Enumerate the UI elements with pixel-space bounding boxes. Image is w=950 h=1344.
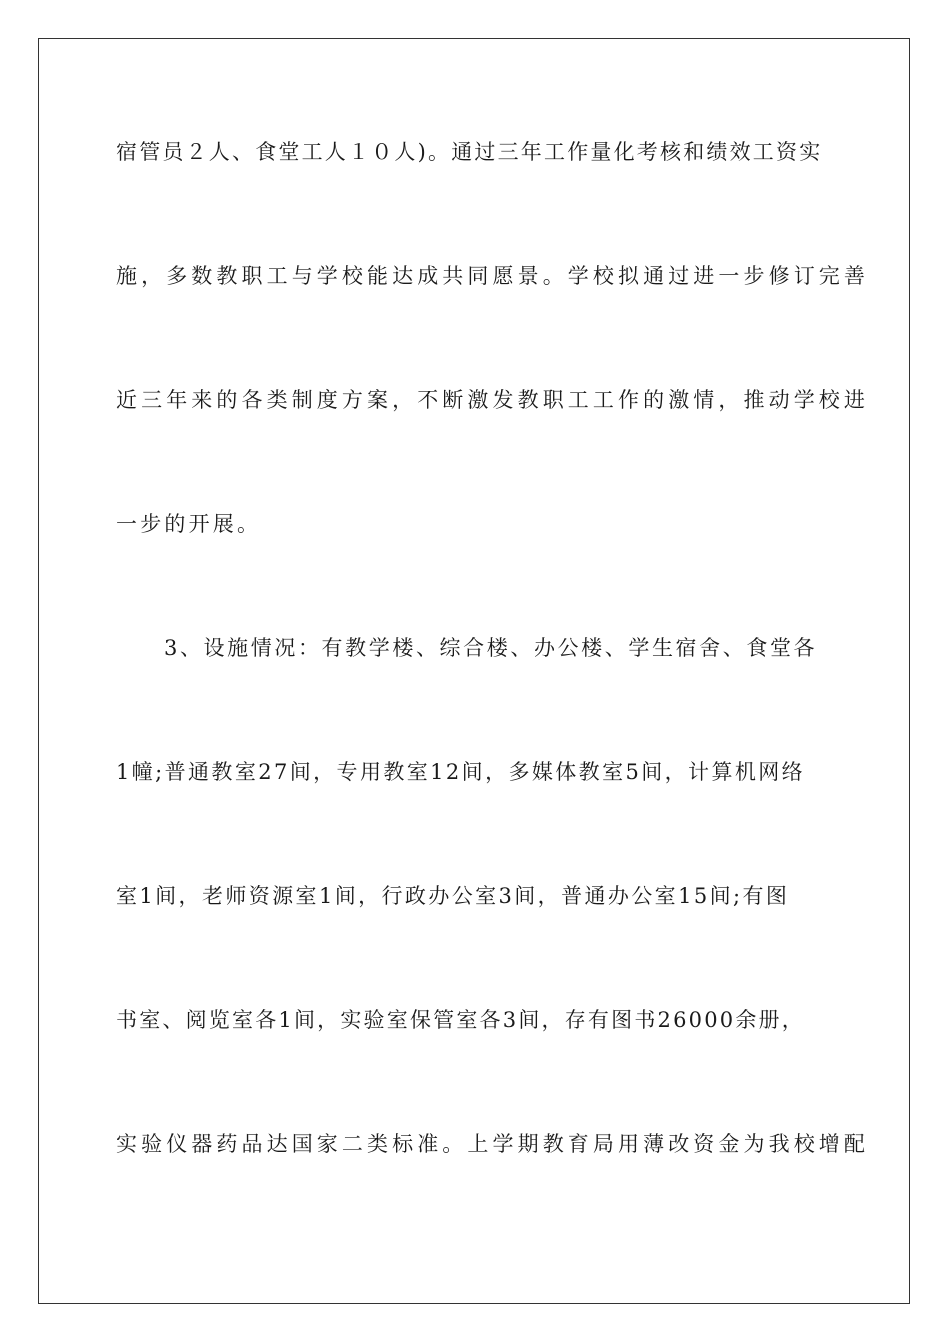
paragraph-start-line: 3、设施情况：有教学楼、综合楼、办公楼、学生宿舍、食堂各 <box>164 636 818 660</box>
text-line: 1幢;普通教室27间，专用教室12间，多媒体教室5间，计算机网络 <box>116 760 806 784</box>
text-line: 施，多数教职工与学校能达成共同愿景。学校拟通过进一步修订完善 <box>116 264 869 288</box>
text-line: 近三年来的各类制度方案，不断激发教职工工作的激情，推动学校进 <box>116 388 869 412</box>
text-line: 宿管员２人、食堂工人１０人)。通过三年工作量化考核和绩效工资实 <box>116 140 823 164</box>
text-line: 室1间，老师资源室1间，行政办公室3间，普通办公室15间;有图 <box>116 884 790 908</box>
text-line: 实验仪器药品达国家二类标准。上学期教育局用薄改资金为我校增配 <box>116 1132 869 1156</box>
text-line: 一步的开展。 <box>116 512 262 536</box>
page-border <box>38 38 910 1304</box>
text-line: 书室、阅览室各1间，实验室保管室各3间，存有图书26000余册， <box>116 1008 805 1032</box>
